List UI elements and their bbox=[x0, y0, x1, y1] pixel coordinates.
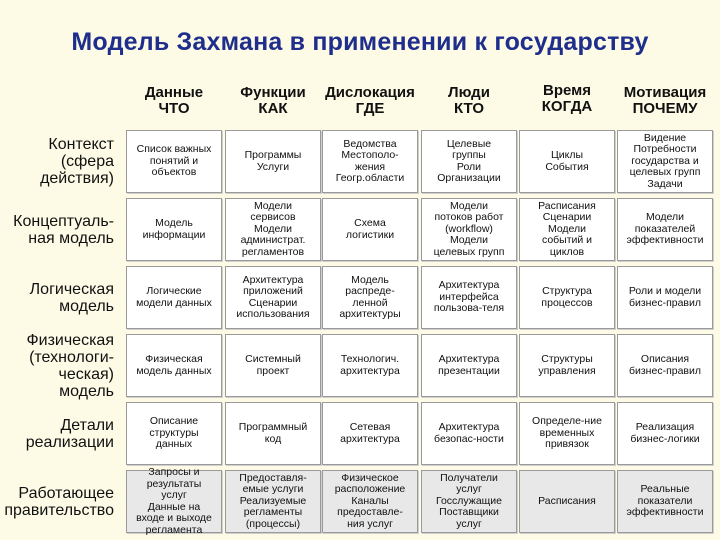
grid-cell-text: Реальные показатели эффективности bbox=[626, 483, 704, 519]
grid-cell-text: Расписания Сценарии Модели событий и циклов bbox=[538, 199, 596, 258]
column-header: Мотивация ПОЧЕМУ bbox=[623, 84, 707, 117]
grid-cell-text: Архитектура приложений Сценарии использования bbox=[236, 273, 310, 320]
grid-cell bbox=[225, 334, 321, 397]
grid-cell bbox=[126, 266, 222, 329]
grid-cell-text: Сетевая архитектура bbox=[340, 421, 400, 445]
grid-cell bbox=[617, 198, 713, 261]
grid-cell bbox=[126, 334, 222, 397]
column-header: Дислокация ГДЕ bbox=[325, 84, 415, 117]
grid-cell bbox=[421, 198, 517, 261]
row-header: Работающее правительство bbox=[4, 484, 114, 519]
grid-cell-text: Системный проект bbox=[245, 353, 301, 377]
grid-cell bbox=[519, 266, 615, 329]
grid-cell bbox=[225, 130, 321, 193]
grid-cell bbox=[421, 266, 517, 329]
grid-cell bbox=[126, 130, 222, 193]
grid-cell-text: Модели показателей эффективности bbox=[626, 211, 704, 247]
grid-cell-text: Описания бизнес-правил bbox=[628, 353, 701, 377]
column-header: Время КОГДА bbox=[541, 82, 593, 115]
grid-cell-text: Модель информации bbox=[142, 217, 206, 241]
grid-cell-text: Запросы и результаты услуг Данные на входе и выходе регламента bbox=[136, 466, 212, 536]
column-header: Люди КТО bbox=[448, 84, 490, 117]
grid-cell bbox=[421, 130, 517, 193]
grid-cell bbox=[322, 266, 418, 329]
grid-cell bbox=[322, 198, 418, 261]
grid-cell-text: Список важных понятий и объектов bbox=[136, 143, 212, 179]
grid-cell-text: Модели потоков работ (workflow) Модели целевых групп bbox=[433, 199, 505, 258]
page-title: Модель Захмана в применении к государству bbox=[71, 28, 649, 56]
grid-cell bbox=[617, 470, 713, 533]
grid-cell-text: Расписания bbox=[538, 494, 596, 507]
grid-cell bbox=[617, 334, 713, 397]
grid-cell-text: Видение Потребности государства и целевых групп Задачи bbox=[629, 131, 701, 190]
grid-cell bbox=[421, 402, 517, 465]
column-header: Функции КАК bbox=[240, 84, 306, 117]
grid-cell-text: Циклы События bbox=[545, 149, 589, 173]
grid-cell-text: Реализация бизнес-логики bbox=[630, 421, 700, 445]
grid-cell bbox=[617, 130, 713, 193]
grid-cell bbox=[617, 266, 713, 329]
row-header: Концептуаль- ная модель bbox=[13, 212, 114, 247]
grid-cell-text: Модель распреде- ленной архитектуры bbox=[339, 273, 401, 320]
row-header: Логическая модель bbox=[29, 280, 114, 315]
grid-cell bbox=[322, 334, 418, 397]
grid-cell bbox=[421, 334, 517, 397]
grid-cell bbox=[126, 402, 222, 465]
grid-cell-text: Архитектура интерфейса пользова-теля bbox=[433, 279, 505, 315]
grid-cell-text: Технологич. архитектура bbox=[340, 353, 400, 377]
grid-cell-text: Описание структуры данных bbox=[149, 415, 199, 451]
grid-cell-text: Архитектура безопас-ности bbox=[434, 421, 504, 445]
grid-cell-text: Физическое расположение Каналы предоставле- ния услуг bbox=[334, 471, 406, 530]
grid-cell-text: Предоставля- емые услуги Реализуемые регламенты (процессы) bbox=[239, 471, 307, 530]
grid-cell bbox=[225, 470, 321, 533]
grid-cell bbox=[225, 402, 321, 465]
grid-cell-text: Ведомства Местополо- жения Геогр.области bbox=[335, 137, 405, 184]
grid-cell-text: Логические модели данных bbox=[136, 285, 212, 309]
grid-cell bbox=[322, 402, 418, 465]
grid-cell bbox=[225, 266, 321, 329]
grid-cell bbox=[519, 470, 615, 533]
grid-cell-text: Определе-ние временных привязок bbox=[532, 415, 602, 451]
grid-cell-text: Получатели услуг Госслужащие Поставщики услуг bbox=[435, 471, 503, 530]
grid-cell-text: Программы Услуги bbox=[244, 149, 302, 173]
grid-cell-text: Структуры управления bbox=[538, 353, 596, 377]
grid-cell-text: Схема логистики bbox=[345, 217, 395, 241]
row-header: Детали реализации bbox=[25, 416, 114, 451]
row-header: Контекст (сфера действия) bbox=[40, 136, 114, 187]
grid-cell bbox=[421, 470, 517, 533]
grid-cell bbox=[617, 402, 713, 465]
column-header: Данные ЧТО bbox=[144, 84, 204, 117]
grid-cell bbox=[519, 402, 615, 465]
grid-cell bbox=[322, 130, 418, 193]
grid-cell bbox=[519, 334, 615, 397]
grid-cell-text: Структура процессов bbox=[541, 285, 593, 309]
grid-cell-text: Физическая модель данных bbox=[136, 353, 212, 377]
grid-cell-text: Роли и модели бизнес-правил bbox=[628, 285, 702, 309]
grid-cell-text: Целевые группы Роли Организации bbox=[437, 137, 501, 184]
grid-cell-text: Архитектура презентации bbox=[438, 353, 500, 377]
grid-cell bbox=[225, 198, 321, 261]
grid-cell bbox=[519, 130, 615, 193]
grid-cell bbox=[126, 198, 222, 261]
grid-cell bbox=[126, 466, 222, 536]
grid-cell bbox=[322, 470, 418, 533]
grid-cell bbox=[519, 198, 615, 261]
row-header: Физическая (технологи- ческая) модель bbox=[26, 331, 114, 400]
grid-cell-text: Модели сервисов Модели администрат. регламентов bbox=[240, 199, 306, 258]
grid-cell-text: Программный код bbox=[238, 421, 308, 445]
